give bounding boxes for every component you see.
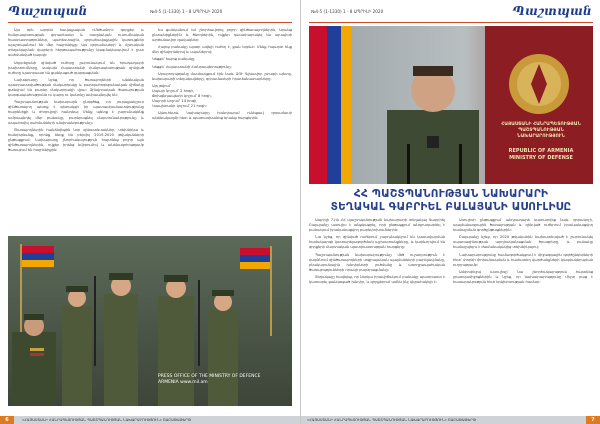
emblem-caption-hy: ՀԱՅԱՍՏԱՆԻ ՀԱՆՐԱՊԵՏՈՒԹՅԱՆ ՊԱՇՏՊԱՆՈՒԹՅԱՆ ՆԱԽԱՐԱՐՈՒԹՅՈՒՆ xyxy=(501,122,581,139)
footer-text-left: «ՀԱՅԱՍՏԱՆԻ ՀԱՆՐԱՊԵՏՈՒԹՅԱՆ ՊԱՇՏՊԱՆՈՒԹՅԱՆ ՆԱԽԱՐԱՐՈՒԹՅՈՒՆ» ՇԱԲԱԹԱԹԵՐԹ xyxy=(22,418,191,422)
paragraph: Կեցցե՛ Հայաստանի Հանրապետությունը։ xyxy=(152,64,232,69)
paragraph: Բալայանը նշեց, որ 2020 թվականին նախատեսված է շարունակել սպառազինության արդիականացման ծրագրերը, և բանակը համալրվելու է ժամանակակից տեխնիկայով։ xyxy=(453,235,593,250)
header-rule-left xyxy=(8,22,292,23)
paragraph: Արարողությանը մասնակցում էին նաև ԶՈՒ Գլխավոր շտաբի պետը, նախարարի տեղակալները, զորամասերի հրամանատարները։ xyxy=(152,71,292,81)
right-column-2 xyxy=(453,218,593,406)
right-column-1 xyxy=(309,218,445,406)
headline-line-2: ՏԵՂԱԿԱԼ ԳԱԲՐԻԵԼ ԲԱԼԱՅԱՆԻ ԱՍՈՒԼԻՍԸ xyxy=(330,201,572,213)
masthead-right: Պաշտպան xyxy=(512,4,592,18)
list-item: Սպայի կոչում՝ 2 հոգի, xyxy=(152,88,194,93)
photo-watermark: PRESS OFFICE OF THE MINISTRY OF DEFENCE ARMENIA www.mil.am xyxy=(158,374,261,385)
left-column-2 xyxy=(152,28,292,234)
header-rule-right xyxy=(309,22,593,23)
paragraph: Կեցցե՛ հայոց բանակը, xyxy=(152,57,196,62)
right-page xyxy=(300,0,600,424)
ceremony-photo xyxy=(8,236,292,406)
left-column-1 xyxy=(8,28,144,261)
paragraph: Ասուլիսի ընթացքում անդրադարձ կատարվեց նաև զորակոչի, պայմանագրային ծառայության և զինված ուժերում իրականացվող համալրման գործընթացներին։ xyxy=(453,218,593,233)
footer-right xyxy=(301,416,600,424)
emblem-caption: REPUBLIC OF ARMENIA MINISTRY OF DEFENSE xyxy=(508,148,574,161)
list-item: Կապիտանի կոչում՝ 21 հոգի։ xyxy=(152,104,207,109)
paragraph: Տեղակալը հավելեց, որ ներկա իրավիճակում բանակը պատրաստ է կատարել ցանկացած խնդիր, և զորքերում ամեն ինչ վերահսկելի է։ xyxy=(309,274,445,285)
article-headline xyxy=(309,188,593,214)
paragraph: Նախարարը նշեց, որ ծառայողների անձնական պատրաստվածության մակարդակը և բարոյահոգեբանական վիճակը գտնվում են բարձր մակարդակի վրա։ Զինվորական ծառայության կարգապահությունն ու կարգ ու կանոնը ամրապնդվել են։ xyxy=(8,77,144,98)
masthead-left: Պաշտպան xyxy=(8,4,88,18)
minister-photo xyxy=(309,26,593,184)
list-item: Փոխգնդապետի կոչում՝ 8 հոգի, xyxy=(152,94,212,99)
paragraph: Այս օրն արդեն հավաքական «Մեծամոր» գորքեր և հանրապետության զորամասեր և ռազմական ուսումնական հաստատություններ, պահեստային, զորահավաքային կառույցներ պաշտպանում են մեր հայրենիքը։ Այս զորամասերի և մշտական տեղակայման վայրերի հերթապահությունը կազմակերպվում է ըստ սահմանված կարգի։ xyxy=(8,28,144,58)
paragraph: Ամփոփելով ասուլիսը՝ նա շնորհակալություն հայտնեց լրատվամիջոցներին և նշեց, որ նախարարությունը միշտ բաց է հասարակության հետ երկխոսության համար։ xyxy=(453,269,593,285)
paragraph: Ադրբեջանի զինված ուժերը շարունակում են հրադադարի խախտումները, սակայն Հայաստանի Հանրապետության զինված ուժերը պատրաստ են ցանկացած զարգացման։ xyxy=(8,60,144,75)
paragraph: Ապրիլի 7-ին ՀՀ պաշտպանության նախարարի տեղակալ Գաբրիել Բալայանը ասուլիս է անցկացրել, որի ընթացքում անդրադարձել է բանակում իրականացվող բարեփոխումներին։ xyxy=(309,218,445,233)
footer-text-right: «ՀԱՅԱՍՏԱՆԻ ՀԱՆՐԱՊԵՏՈՒԹՅԱՆ ՊԱՇՏՊԱՆՈՒԹՅԱՆ ՆԱԽԱՐԱՐՈՒԹՅՈՒՆ» ՇԱԲԱԹԱԹԵՐԹ xyxy=(307,418,476,422)
page-number-right: 7 xyxy=(586,416,600,424)
list-item: Մայորի կոչում՝ 14 հոգի, xyxy=(152,99,198,104)
footer-left xyxy=(0,416,300,424)
paragraph: Ծառայողներին հանձնվեցին նոր զինատեսակներ, տեխնիկա և հանդերձանք, որոնք ձեռք են բերվել 2019-2020 թվականների ընթացքում։ Նախարարը շնորհակալություն հայտնեց բոլոր այն զինծառայողներին, ովքեր իրենց նվիրումով և անձնազոհությամբ ծառայում են հայրենիքին։ xyxy=(8,127,144,153)
paragraph: Նա նշեց, որ զինված ուժերում շարունակվում են կառավարման համակարգի կատարելագործման աշխատանքները, և կարևորվում են զորքերի մարտական պատրաստության հարցերը։ xyxy=(309,235,445,250)
issue-line-right: №4-5 (1-1330) 1 - 8 ԱՊՐԻԼԻ 2020 xyxy=(311,9,384,14)
paragraph: Պաշտպանության նախարարությունը մեծ ուշադրություն է դարձնում զինծառայողների սոցիալական պայմանների բարելավմանը, բնակարանային խնդիրների լուծմանը և առողջապահական ծառայությունների որակի բարձրացմանը։ xyxy=(309,252,445,272)
page-number-left: 6 xyxy=(0,416,14,424)
issue-line-left: №4-5 (1-1330) 1 - 8 ԱՊՐԻԼԻ 2020 xyxy=(150,9,223,14)
paragraph: Այնուհետև նախարարը հանդիպում ունեցավ զորամասի անձնակազմի հետ և պատասխանեց նրանց հարցերին։ xyxy=(152,111,292,121)
paragraph: Հայոց բանակը այսօր ավելի ուժեղ է, քան երբևէ։ Մենք հպարտ ենք մեր զինվորներով և սպաներով։ xyxy=(152,45,292,55)
paragraph: Պաշտպանության նախարարն ընդգծեց, որ յուրաքանչյուր զինծառայող պետք է գիտակցի իր պատասխանատվությունը հայրենիքի և ժողովրդի հանդեպ։ Մենք պետք է շարունակենք ամրապնդել մեր բանակը, բարձրացնել մարտունակությունը և ապահովել սահմանների անվտանգությունը։ xyxy=(8,100,144,125)
list-intro: Այդ թվում՝ xyxy=(152,83,172,88)
headline-line-1: ՀՀ ՊԱՇՏՊԱՆՈՒԹՅԱՆ ՆԱԽԱՐԱՐԻ xyxy=(353,188,549,200)
paragraph: Նախարարությունը համագործակցում է միջազգային գործընկերների հետ՝ փորձի փոխանակման և համատեղ վարժանքների կազմակերպման ուղղությամբ։ xyxy=(453,252,593,267)
paragraph: Ես ցանկանում եմ շնորհավորել բոլոր զինծառայողներին, նրանց ընտանիքներին և ծնողներին, ովքեր դաստիարակել են այսպիսի արժանավոր զավակներ։ xyxy=(152,28,292,43)
